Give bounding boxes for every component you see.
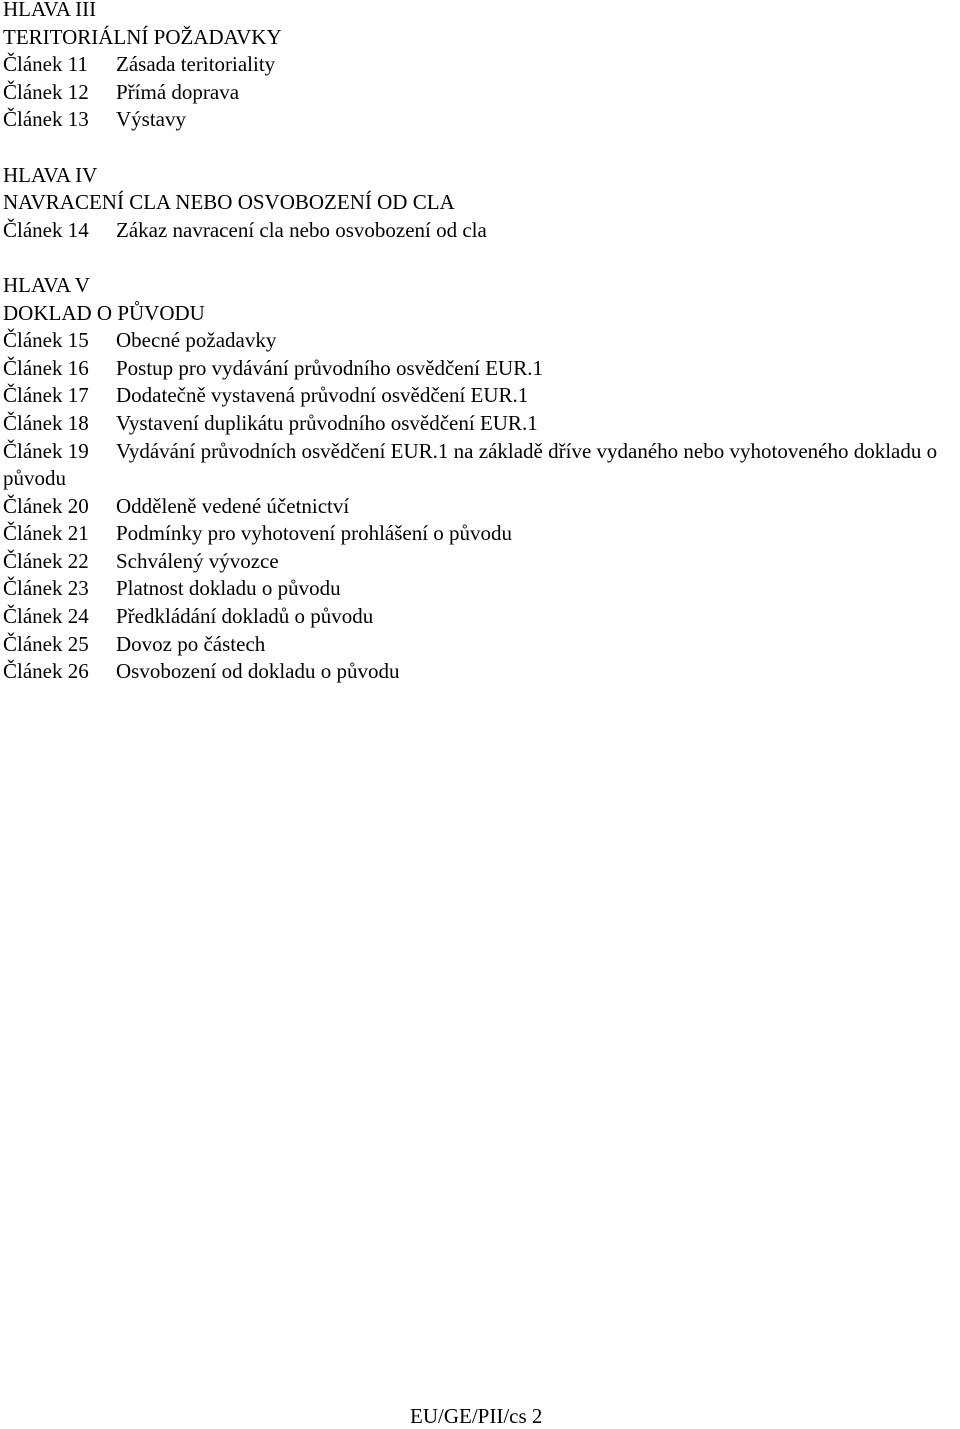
- article-number: Článek 20: [3, 493, 89, 518]
- article-entry: [3, 217, 958, 245]
- article-title: Obecné požadavky: [116, 328, 277, 353]
- section-heading: HLAVA III: [3, 0, 97, 21]
- section-gap: [3, 134, 958, 162]
- article-entry: [3, 520, 958, 548]
- article-title: Předkládání dokladů o původu: [116, 604, 374, 629]
- article-entry: [3, 575, 958, 603]
- article-entry: [3, 548, 958, 576]
- article-number: Článek 26: [3, 659, 89, 684]
- article-title: Platnost dokladu o původu: [116, 576, 341, 601]
- article-number: Článek 13: [3, 107, 89, 132]
- article-number: Článek 21: [3, 521, 89, 546]
- article-number: Článek 11: [3, 52, 88, 77]
- article-number: Článek 24: [3, 604, 89, 629]
- article-number: Článek 25: [3, 631, 89, 656]
- article-entry: [3, 79, 958, 107]
- section-heading: HLAVA IV: [3, 162, 98, 187]
- article-entry: [3, 631, 958, 659]
- section-title: DOKLAD O PŮVODU: [3, 300, 205, 325]
- article-number: Článek 23: [3, 576, 89, 601]
- page-footer-reference: EU/GE/PII/cs 2: [410, 1404, 543, 1428]
- article-title: Přímá doprava: [116, 79, 240, 104]
- article-title: Dodatečně vystavená průvodní osvědčení EUR.1: [116, 383, 529, 408]
- article-title: Podmínky pro vyhotovení prohlášení o původu: [116, 521, 513, 546]
- article-number: Článek 17: [3, 383, 89, 408]
- article-title: Dovoz po částech: [116, 631, 266, 656]
- article-number: Článek 14: [3, 217, 89, 242]
- article-title: Vystavení duplikátu průvodního osvědčení EUR.1: [116, 410, 538, 435]
- article-title: Osvobození od dokladu o původu: [116, 659, 400, 684]
- section-hlava-v: [3, 272, 958, 686]
- article-number: Článek 19: [3, 438, 89, 463]
- article-entry: [3, 438, 958, 493]
- article-title: Zásada teritoriality: [116, 52, 276, 77]
- section-title: TERITORIÁLNÍ POŽADAVKY: [3, 24, 282, 49]
- article-number: Článek 12: [3, 79, 89, 104]
- article-title: Výstavy: [116, 107, 186, 132]
- table-of-contents: [3, 0, 958, 686]
- article-title: Zákaz navracení cla nebo osvobození od cla: [116, 217, 487, 242]
- article-entry: [3, 382, 958, 410]
- article-number: Článek 22: [3, 548, 89, 573]
- article-title: Odděleně vedené účetnictví: [116, 493, 350, 518]
- article-entry: [3, 493, 958, 521]
- article-title: Postup pro vydávání průvodního osvědčení EUR.1: [116, 355, 543, 380]
- article-entry: [3, 410, 958, 438]
- article-number: Článek 15: [3, 328, 89, 353]
- section-gap: [3, 244, 958, 272]
- section-hlava-iv: [3, 162, 958, 245]
- article-entry: [3, 603, 958, 631]
- article-title: Schválený vývozce: [116, 548, 279, 573]
- article-entry: [3, 327, 958, 355]
- section-title: NAVRACENÍ CLA NEBO OSVOBOZENÍ OD CLA: [3, 190, 455, 215]
- section-hlava-iii: [3, 0, 958, 134]
- section-heading: HLAVA V: [3, 272, 90, 297]
- article-entry: [3, 658, 958, 686]
- article-entry: [3, 106, 958, 134]
- article-number: Článek 18: [3, 410, 89, 435]
- article-number: Článek 16: [3, 355, 89, 380]
- article-title: Vydávání průvodních osvědčení EUR.1 na základě dříve vydaného nebo vyhotoveného dokladu o původu: [3, 438, 938, 491]
- article-entry: [3, 355, 958, 383]
- article-entry: [3, 51, 958, 79]
